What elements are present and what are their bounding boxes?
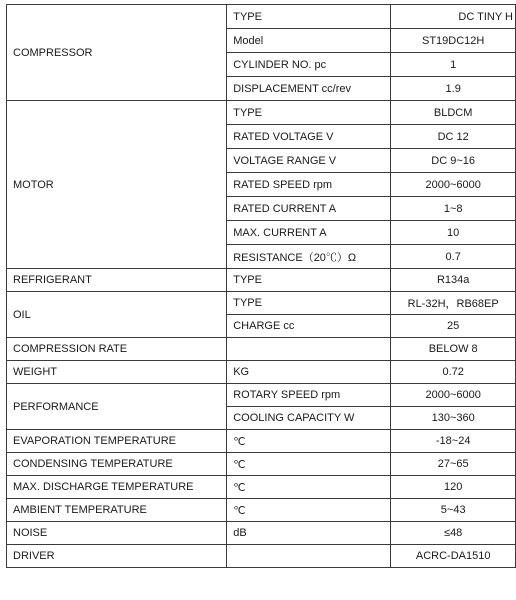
- section-label-driver: DRIVER: [7, 545, 227, 568]
- param-label: TYPE: [227, 5, 391, 29]
- param-label: RESISTANCE（20℃）Ω: [227, 245, 391, 269]
- section-label-evaporation-temperature: EVAPORATION TEMPERATURE: [7, 430, 227, 453]
- table-row: [7, 101, 516, 125]
- param-value: 1.9: [391, 77, 516, 101]
- param-value: -18~24: [391, 430, 516, 453]
- section-label-ambient-temperature: AMBIENT TEMPERATURE: [7, 499, 227, 522]
- param-value: DC 9~16: [391, 149, 516, 173]
- param-value: ST19DC12H: [391, 29, 516, 53]
- table-row: [7, 269, 516, 292]
- param-unit: [227, 545, 391, 568]
- table-row: [7, 499, 516, 522]
- param-value: 25: [391, 315, 516, 338]
- param-value: 2000~6000: [391, 173, 516, 197]
- param-value: 5~43: [391, 499, 516, 522]
- section-label-compression-rate: COMPRESSION RATE: [7, 338, 227, 361]
- param-label: TYPE: [227, 292, 391, 315]
- param-label: TYPE: [227, 269, 391, 292]
- section-label-oil: OIL: [7, 292, 227, 338]
- param-label: MAX. CURRENT A: [227, 221, 391, 245]
- table-row: [7, 361, 516, 384]
- table-row: [7, 545, 516, 568]
- param-unit: ℃: [227, 476, 391, 499]
- param-value: 0.72: [391, 361, 516, 384]
- table-row: [7, 292, 516, 315]
- param-value: ACRC-DA1510: [391, 545, 516, 568]
- param-value: BLDCM: [391, 101, 516, 125]
- table-row: [7, 453, 516, 476]
- section-label-refrigerant: REFRIGERANT: [7, 269, 227, 292]
- section-label-compressor: COMPRESSOR: [7, 5, 227, 101]
- param-value: ≤48: [391, 522, 516, 545]
- section-label-noise: NOISE: [7, 522, 227, 545]
- param-value: 10: [391, 221, 516, 245]
- param-value: BELOW 8: [391, 338, 516, 361]
- section-label-performance: PERFORMANCE: [7, 384, 227, 430]
- param-label: CHARGE cc: [227, 315, 391, 338]
- param-value: DC TINY H: [391, 5, 516, 29]
- param-value: 120: [391, 476, 516, 499]
- param-value: 130~360: [391, 407, 516, 430]
- table-row: [7, 5, 516, 29]
- param-label: VOLTAGE RANGE V: [227, 149, 391, 173]
- table-row: [7, 522, 516, 545]
- param-unit: ℃: [227, 430, 391, 453]
- section-label-condensing-temperature: CONDENSING TEMPERATURE: [7, 453, 227, 476]
- section-label-motor: MOTOR: [7, 101, 227, 269]
- param-label: DISPLACEMENT cc/rev: [227, 77, 391, 101]
- param-label: RATED SPEED rpm: [227, 173, 391, 197]
- param-label: CYLINDER NO. pc: [227, 53, 391, 77]
- param-value: 27~65: [391, 453, 516, 476]
- param-label: ROTARY SPEED rpm: [227, 384, 391, 407]
- param-value: 0.7: [391, 245, 516, 269]
- table-row: [7, 476, 516, 499]
- param-value: RL-32H，RB68EP: [391, 292, 516, 315]
- compressor-spec-table: [6, 4, 516, 568]
- param-label: RATED CURRENT A: [227, 197, 391, 221]
- param-unit: ℃: [227, 499, 391, 522]
- param-value: R134a: [391, 269, 516, 292]
- table-row: [7, 430, 516, 453]
- param-value: DC 12: [391, 125, 516, 149]
- param-label: Model: [227, 29, 391, 53]
- param-label: RATED VOLTAGE V: [227, 125, 391, 149]
- param-label: TYPE: [227, 101, 391, 125]
- param-unit: [227, 338, 391, 361]
- param-value: 1~8: [391, 197, 516, 221]
- param-value: 2000~6000: [391, 384, 516, 407]
- param-unit: ℃: [227, 453, 391, 476]
- param-unit: KG: [227, 361, 391, 384]
- param-unit: dB: [227, 522, 391, 545]
- section-label-max-discharge-temperature: MAX. DISCHARGE TEMPERATURE: [7, 476, 227, 499]
- table-row: [7, 338, 516, 361]
- param-label: COOLING CAPACITY W: [227, 407, 391, 430]
- table-row: [7, 384, 516, 407]
- param-value: 1: [391, 53, 516, 77]
- section-label-weight: WEIGHT: [7, 361, 227, 384]
